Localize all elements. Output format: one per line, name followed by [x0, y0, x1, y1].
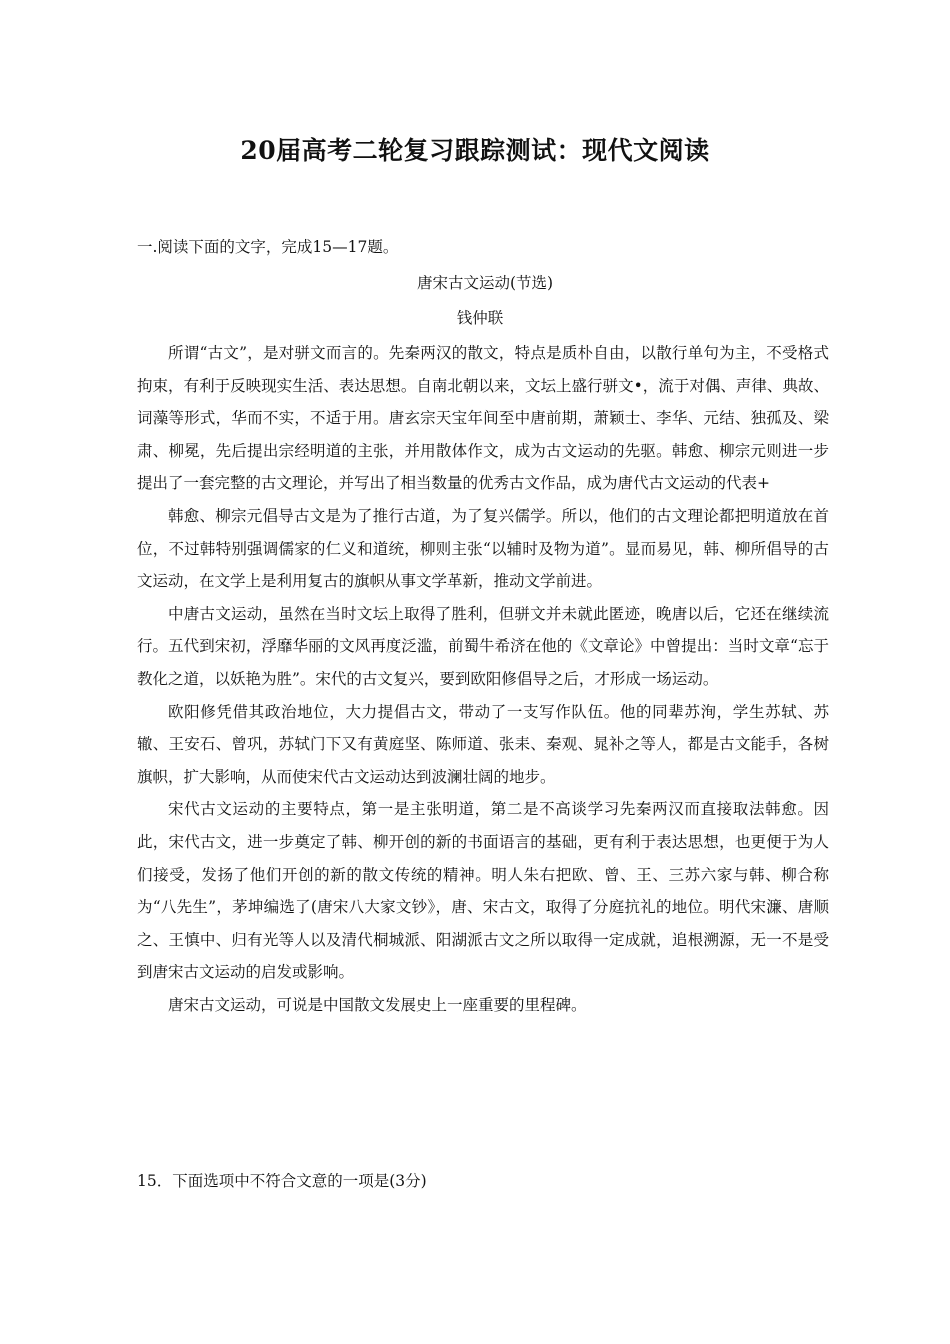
paragraph: 唐宋古文运动，可说是中国散文发展史上一座重要的里程碑。: [168, 995, 587, 1014]
section-intro: 一.阅读下面的文字，完成15—17题。: [137, 238, 399, 256]
article-body: [137, 337, 829, 1021]
question-15: 15．下面选项中不符合文意的一项是(3分): [137, 1172, 427, 1190]
paragraph: 宋代古文运动的主要特点，第一是主张明道，第二是不高谈学习先秦两汉而直接取法韩愈。因此，宋代古文，进一步奠定了韩、柳开创的新的书面语言的基础，更有利于表达思想，也更便于为人们接受，发扬了他们开创的新的散文传统的精神。明人朱右把欧、曾、王、三苏六家与韩、柳合称为“八先生”，茅坤编选了(唐宋八大家文钞》，唐、宋古文，取得了分庭抗礼的地位。明代宋濂、唐顺之、王慎中、归有光等人以及清代桐城派、阳湖派古文之所以取得一定成就，追根溯源，无一不是受到唐宋古文运动的启发或影响。: [137, 800, 829, 982]
article-title: 唐宋古文运动(节选): [416, 274, 554, 292]
paragraph: 韩愈、柳宗元倡导古文是为了推行古道，为了复兴儒学。所以，他们的古文理论都把明道放在首位，不过韩特别强调儒家的仁义和道统，柳则主张“以辅时及物为道”。显而易见，韩、柳所倡导的古文运动，在文学上是利用复古的旗帜从事文学革新，推动文学前进。: [137, 506, 829, 591]
paragraph: 所谓“古文”，是对骈文而言的。先秦两汉的散文，特点是质朴自由，以散行单句为主，不受格式拘束，有利于反映现实生活、表达思想。自南北朝以来，文坛上盛行骈文•，流于对偶、声律、典故、词藻等形式，华而不实，不适于用。唐玄宗天宝年间至中唐前期，萧颖士、李华、元结、独孤及、梁肃、柳冕，先后提出宗经明道的主张，并用散体作文，成为古文运动的先驱。韩愈、柳宗元则进一步提出了一套完整的古文理论，并写出了相当数量的优秀古文作品，成为唐代古文运动的代表+: [137, 344, 829, 493]
paragraph: 中唐古文运动，虽然在当时文坛上取得了胜利，但骈文并未就此匿迹，晚唐以后，它还在继续流行。五代到宋初，浮靡华丽的文风再度泛滥，前蜀牛希济在他的《文章论》中曾提出：当时文章“忘于教化之道，以妖艳为胜”。宋代的古文复兴，要到欧阳修倡导之后，才形成一场运动。: [137, 604, 829, 688]
article-author: 钱仲联: [456, 309, 504, 327]
document-title: 20届高考二轮复习跟踪测试：现代文阅读: [240, 136, 710, 165]
paragraph: 欧阳修凭借其政治地位，大力提倡古文，带动了一支写作队伍。他的同辈苏洵，学生苏轼、苏辙、王安石、曾巩，苏轼门下又有黄庭坚、陈师道、张耒、秦观、晁补之等人，都是古文能手，各树旗帜，扩大影响，从而使宋代古文运动达到波澜壮阔的地步。: [137, 702, 829, 786]
